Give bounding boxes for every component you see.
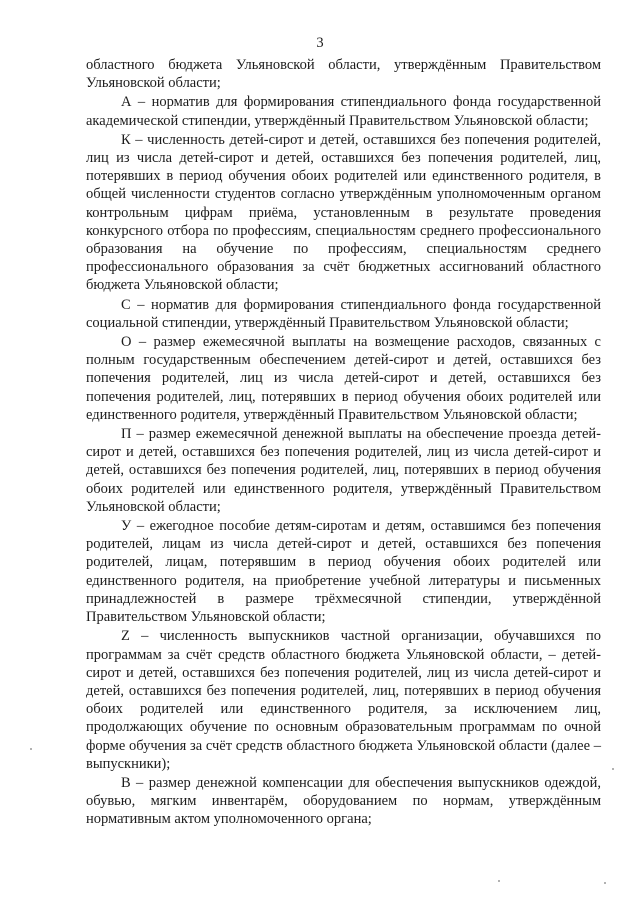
paragraph-definition-a: А – норматив для формирования стипендиального фонда государственной академической стипендии, утверждённый Правительством Ульяновской области;	[86, 94, 601, 129]
paragraph-definition-p: П – размер ежемесячной денежной выплаты на обеспечение проезда детей-сирот и детей, оставшихся без попечения родителей, лиц из числа детей-сирот и детей, оставшихся без попечения родителей, лиц, потерявших в период обучения обоих родителей или единственного родителя, утверждённый Правительством Ульяновской области;	[86, 426, 601, 515]
paragraph-continuation: областного бюджета Ульяновской области, утверждённым Правительством Ульяновской области;	[86, 57, 601, 92]
paragraph-definition-c: С – норматив для формирования стипендиального фонда государственной социальной стипендии, утверждённый Правительством Ульяновской области;	[86, 296, 601, 331]
paragraph-definition-u: У – ежегодное пособие детям-сиротам и детям, оставшимся без попечения родителей, лицам из числа детей-сирот и детей, оставшихся без попечения родителей, лицам, потерявшим в период обучения обоих родителей или единственного родителя, на приобретение учебной литературы и письменных принадлежностей в размере трёхмесячной стипендии, утверждённой Правительством Ульяновской области;	[86, 518, 601, 626]
paragraph-definition-k: К – численность детей-сирот и детей, оставшихся без попечения родителей, лиц из числа детей-сирот и детей, оставшихся без попечения родителей, лиц, потерявших в период обучения обоих родителей или единственного родителя, в общей численности студентов согласно утверждённым уполномоченным органом контрольным цифрам приёма, установленным в результате проведения конкурсного отбора по профессиям, специальностям среднего профессионального образования на обучение по профессиям, специальностям среднего профессионального образования за счёт бюджетных ассигнований областного бюджета Ульяновской области;	[86, 131, 601, 294]
paragraph-definition-z: Z – численность выпускников частной организации, обучавшихся по программам за счёт средств областного бюджета Ульяновской области, – детей-сирот и детей, оставшихся без попечения родителей, лиц из числа детей-сирот и детей, оставшихся без попечения родителей, лиц, потерявших в период обучения обоих родителей или единственного родителя, за исключением лиц, продолжающих обучение по основным образовательным программам по очной форме обучения за счёт средств областного бюджета Ульяновской области (далее – выпускники);	[86, 628, 601, 772]
scan-speck	[612, 768, 614, 770]
document-body	[86, 56, 601, 829]
scan-speck	[604, 882, 606, 884]
scan-speck	[498, 880, 500, 882]
scan-speck	[30, 748, 32, 750]
paragraph-definition-o: О – размер ежемесячной выплаты на возмещение расходов, связанных с полным государственным обеспечением детей-сирот и детей, оставшихся без попечения родителей, лиц из числа детей-сирот и детей, оставшихся без попечения родителей, лиц, потерявших в период обучения обоих родителей или единственного родителя, утверждённый Правительством Ульяновской области;	[86, 334, 601, 423]
paragraph-definition-v: В – размер денежной компенсации для обеспечения выпускников одеждой, обувью, мягким инвентарём, оборудованием по нормам, утверждённым нормативным актом уполномоченного органа;	[86, 774, 601, 828]
page-number: 3	[316, 35, 324, 51]
